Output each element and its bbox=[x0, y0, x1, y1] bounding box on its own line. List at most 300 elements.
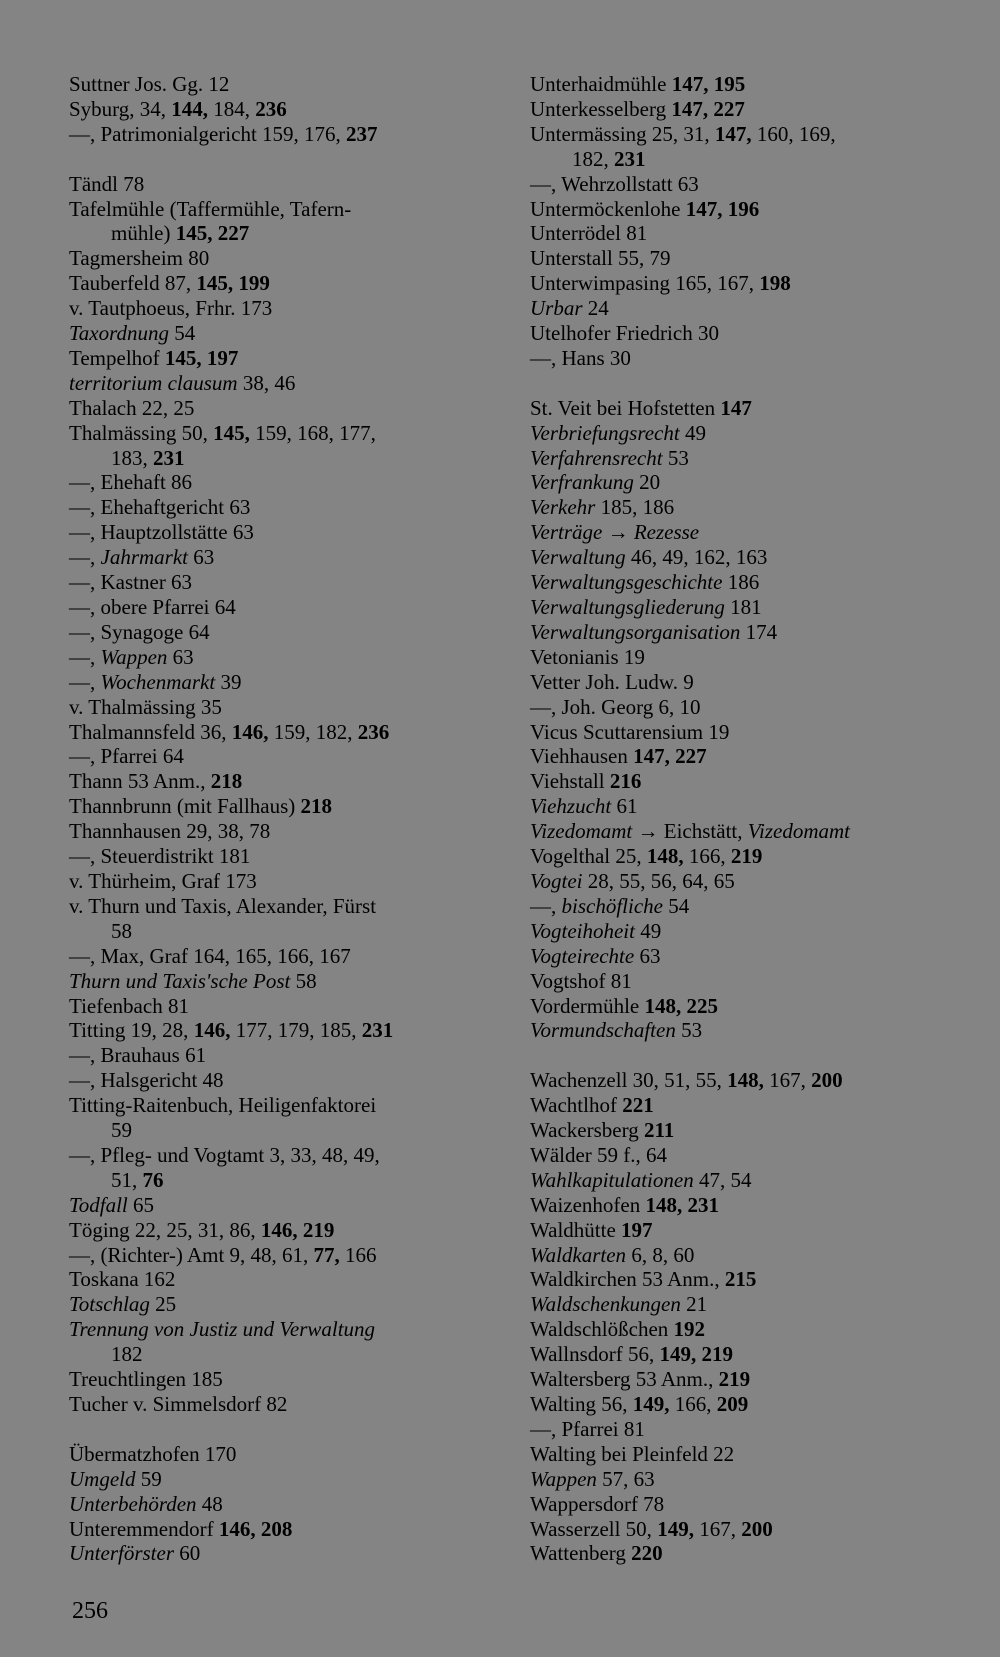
index-entry bbox=[530, 1292, 970, 1317]
entry-text: Unteremmendorf bbox=[69, 1516, 219, 1541]
entry-text: Thalmannsfeld 36, bbox=[69, 719, 232, 744]
entry-text: v. Tautphoeus, Frhr. 173 bbox=[69, 296, 273, 321]
index-entry bbox=[530, 1193, 970, 1218]
index-entry bbox=[530, 720, 970, 745]
index-entry bbox=[69, 1541, 499, 1566]
bold-page-ref: 145, 227 bbox=[175, 221, 250, 246]
index-entry bbox=[69, 869, 499, 894]
index-entry bbox=[69, 371, 499, 396]
index-entry bbox=[530, 1517, 970, 1542]
index-entry-line bbox=[530, 197, 759, 221]
index-entry bbox=[69, 620, 499, 645]
index-entry bbox=[530, 1342, 970, 1367]
index-entry-line bbox=[530, 919, 661, 943]
index-entry-line bbox=[69, 1218, 334, 1242]
index-entry bbox=[530, 221, 970, 246]
index-entry-line bbox=[530, 769, 641, 793]
index-entry-line bbox=[69, 994, 189, 1018]
index-entry bbox=[69, 346, 499, 371]
entry-text: Tauberfeld 87, bbox=[69, 271, 197, 296]
index-entry bbox=[530, 1143, 970, 1168]
entry-text: Tiefenbach 81 bbox=[69, 993, 189, 1018]
bold-page-ref: 216 bbox=[609, 769, 642, 794]
index-entry bbox=[69, 396, 499, 421]
bold-page-ref: 231 bbox=[361, 1018, 394, 1043]
entry-text: 181 bbox=[724, 595, 762, 620]
index-entry bbox=[530, 520, 970, 545]
entry-text: Waldkirchen 53 Anm., bbox=[530, 1267, 725, 1292]
index-entry bbox=[69, 1018, 499, 1043]
bold-page-ref: 149, bbox=[632, 1392, 670, 1416]
index-entry-line bbox=[530, 321, 719, 345]
entry-text: v. Thurn und Taxis, Alexander, Fürst bbox=[69, 893, 377, 918]
index-entry bbox=[69, 645, 499, 670]
entry-text: Syburg, 34, bbox=[69, 96, 172, 121]
entry-text: Wälder 59 f., 64 bbox=[530, 1142, 668, 1167]
italic-term: Vogteihoheit bbox=[530, 918, 635, 943]
bold-page-ref: 221 bbox=[622, 1093, 654, 1118]
index-entry-line bbox=[69, 969, 317, 993]
index-entry bbox=[69, 1218, 499, 1243]
bold-page-ref: 146, bbox=[193, 1018, 231, 1043]
index-entry-line bbox=[530, 819, 850, 843]
index-entry bbox=[530, 1093, 970, 1118]
index-entry-continuation bbox=[530, 147, 970, 172]
entry-text: Wallnsdorf 56, bbox=[530, 1342, 660, 1367]
index-entry bbox=[530, 545, 970, 570]
index-entry bbox=[530, 994, 970, 1019]
index-entry-continuation bbox=[69, 1168, 499, 1193]
index-entry-line bbox=[530, 695, 701, 719]
entry-text: Waizenhofen bbox=[530, 1192, 646, 1217]
index-entry-line bbox=[530, 1118, 674, 1142]
index-entry bbox=[530, 296, 970, 321]
bold-page-ref: 146, 219 bbox=[260, 1217, 335, 1242]
entry-text: 54 bbox=[662, 893, 690, 918]
index-entry-line bbox=[69, 720, 389, 744]
entry-text: Wasserzell 50, bbox=[530, 1516, 658, 1541]
index-entry bbox=[530, 271, 970, 296]
bold-page-ref: 200 bbox=[741, 1516, 773, 1541]
entry-text: Unterkesselberg bbox=[530, 96, 672, 121]
index-entry bbox=[530, 695, 970, 720]
entry-text: 48 bbox=[196, 1491, 223, 1516]
entry-text: Untermässing 25, 31, bbox=[530, 121, 715, 146]
entry-text: Thalach 22, 25 bbox=[69, 395, 195, 420]
index-entry-line bbox=[530, 1193, 719, 1217]
index-entry-line bbox=[530, 794, 638, 818]
italic-term: Verfrankung bbox=[530, 470, 634, 495]
entry-text: Vogelthal 25, bbox=[530, 844, 647, 869]
entry-text: Unterhaidmühle bbox=[530, 72, 672, 96]
index-entry-line bbox=[530, 495, 674, 519]
index-entry bbox=[530, 869, 970, 894]
bold-page-ref: 77, bbox=[313, 1242, 340, 1267]
bold-page-ref: 148, bbox=[646, 844, 684, 869]
entry-text: Untermöckenlohe bbox=[530, 196, 686, 221]
index-entry-line bbox=[530, 744, 707, 768]
entry-text: Tändl 78 bbox=[69, 171, 145, 196]
index-entry-line bbox=[69, 1267, 175, 1291]
entry-text: Toskana 162 bbox=[69, 1267, 176, 1292]
index-entry bbox=[69, 321, 499, 346]
entry-text: 20 bbox=[633, 470, 661, 495]
index-entry-line bbox=[69, 844, 250, 868]
index-entry-line bbox=[69, 396, 194, 420]
bold-page-ref: 218 bbox=[300, 794, 333, 819]
entry-text: Utelhofer Friedrich 30 bbox=[530, 321, 719, 346]
entry-text: 39 bbox=[215, 669, 242, 694]
index-entry bbox=[530, 246, 970, 271]
bold-page-ref: 231 bbox=[153, 445, 185, 470]
italic-term: Verkehr bbox=[530, 495, 596, 520]
index-entry-line bbox=[530, 944, 660, 968]
index-entry-line bbox=[69, 570, 192, 594]
entry-text: 185, 186 bbox=[595, 495, 675, 520]
entry-text: 6, 8, 60 bbox=[626, 1242, 695, 1267]
italic-term: Wappen bbox=[530, 1466, 597, 1491]
index-entry-line bbox=[530, 1018, 702, 1042]
index-entry bbox=[69, 769, 499, 794]
index-entry bbox=[530, 1492, 970, 1517]
index-entry bbox=[530, 744, 970, 769]
italic-term: Todfall bbox=[69, 1192, 128, 1217]
index-entry bbox=[69, 1068, 499, 1093]
index-entry bbox=[530, 470, 970, 495]
index-entry bbox=[69, 1317, 499, 1367]
entry-text: 53 bbox=[662, 445, 689, 470]
index-entry bbox=[69, 1193, 499, 1218]
entry-text: 63 bbox=[634, 943, 661, 968]
index-entry bbox=[530, 346, 970, 371]
bold-page-ref: 147 bbox=[720, 395, 752, 420]
index-entry bbox=[530, 172, 970, 197]
bold-page-ref: 148, 225 bbox=[644, 993, 719, 1018]
entry-text: Thalmässing 50, bbox=[69, 420, 214, 445]
index-entry-line bbox=[530, 994, 718, 1018]
index-entry-line bbox=[69, 545, 214, 569]
index-entry bbox=[530, 1367, 970, 1392]
index-entry-line bbox=[69, 1292, 176, 1316]
index-entry-line bbox=[69, 695, 222, 719]
bold-page-ref: 236 bbox=[255, 96, 287, 121]
entry-text: St. Veit bei Hofstetten bbox=[530, 395, 721, 420]
italic-term: Viehzucht bbox=[530, 794, 612, 819]
index-entry-line bbox=[530, 1243, 694, 1267]
bold-page-ref: 149, 219 bbox=[659, 1342, 734, 1367]
entry-text: —, Hans 30 bbox=[530, 345, 631, 370]
index-entry bbox=[69, 296, 499, 321]
index-entry-line bbox=[530, 346, 631, 370]
index-entry-line bbox=[69, 894, 376, 918]
bold-page-ref: 197 bbox=[621, 1217, 653, 1242]
bold-page-ref: 76 bbox=[142, 1167, 164, 1192]
index-entry-continuation bbox=[69, 446, 499, 471]
index-entry-line bbox=[69, 421, 376, 445]
index-entry-line bbox=[69, 122, 378, 146]
entry-text: 166, bbox=[669, 1392, 717, 1416]
index-entry-line bbox=[69, 520, 254, 544]
italic-term: Wochenmarkt bbox=[100, 669, 216, 694]
index-entry bbox=[530, 1068, 970, 1093]
entry-text: v. Thalmässing 35 bbox=[69, 694, 222, 719]
index-entry-line bbox=[69, 769, 242, 793]
index-entry-line bbox=[69, 1193, 154, 1217]
index-entry bbox=[69, 1267, 499, 1292]
index-entry bbox=[69, 969, 499, 994]
index-entry-line bbox=[69, 1143, 380, 1167]
entry-text: Vetter Joh. Ludw. 9 bbox=[530, 669, 694, 694]
bold-page-ref: 146, bbox=[231, 719, 269, 744]
index-entry bbox=[69, 794, 499, 819]
index-entry-line bbox=[69, 1541, 200, 1565]
entry-text: Waldhütte bbox=[530, 1217, 622, 1242]
index-entry bbox=[530, 1243, 970, 1268]
bold-page-ref: 147, 196 bbox=[685, 196, 760, 221]
index-entry bbox=[530, 421, 970, 446]
index-entry-line bbox=[530, 545, 767, 569]
index-entry-line bbox=[69, 944, 351, 968]
entry-text: Thannhausen 29, 38, 78 bbox=[69, 819, 271, 844]
italic-term: Vogtei bbox=[530, 868, 583, 893]
index-entry-continuation bbox=[69, 221, 499, 246]
index-entry bbox=[530, 1317, 970, 1342]
italic-term: Waldschenkungen bbox=[530, 1292, 681, 1317]
italic-term: Verwaltung bbox=[530, 545, 626, 570]
index-entry-line bbox=[530, 1292, 707, 1316]
italic-term: Unterförster bbox=[69, 1541, 174, 1566]
entry-text: Vetonianis 19 bbox=[530, 644, 645, 669]
index-entry-line bbox=[69, 595, 236, 619]
entry-text: —, bbox=[69, 669, 101, 694]
index-entry-line bbox=[530, 296, 609, 320]
index-entry-line bbox=[530, 1541, 663, 1565]
index-entry-line bbox=[530, 969, 632, 993]
italic-term: Unterbehörden bbox=[69, 1491, 197, 1516]
index-entry-line bbox=[69, 620, 210, 644]
index-entry-line bbox=[530, 1068, 843, 1092]
index-entry-line bbox=[69, 1367, 223, 1391]
italic-term: Urbar bbox=[530, 296, 583, 321]
index-entry bbox=[530, 620, 970, 645]
index-entry bbox=[69, 819, 499, 844]
index-entry bbox=[69, 1517, 499, 1542]
index-entry-line bbox=[530, 670, 694, 694]
entry-text: 49 bbox=[679, 420, 706, 445]
index-entry bbox=[530, 72, 970, 97]
index-entry bbox=[530, 919, 970, 944]
index-entry bbox=[69, 172, 499, 197]
index-entry bbox=[69, 720, 499, 745]
index-entry-line bbox=[69, 819, 270, 843]
entry-text: v. Thürheim, Graf 173 bbox=[69, 868, 257, 893]
entry-text: 184, bbox=[208, 96, 256, 121]
index-entry bbox=[530, 1018, 970, 1043]
index-entry-line bbox=[69, 321, 195, 345]
index-entry-line bbox=[530, 570, 759, 594]
index-entry-line bbox=[69, 346, 238, 370]
entry-text: 160, 169, bbox=[751, 121, 836, 146]
entry-text: —, (Richter-) Amt 9, 48, 61, bbox=[69, 1242, 314, 1267]
entry-text: Vicus Scuttarensium 19 bbox=[530, 719, 730, 744]
entry-text: 167, bbox=[763, 1068, 812, 1093]
entry-text: 46, 49, 162, 163 bbox=[625, 545, 768, 570]
index-entry bbox=[530, 944, 970, 969]
italic-term: Wappen bbox=[100, 644, 168, 669]
index-entry-line bbox=[69, 1018, 393, 1042]
index-entry bbox=[69, 695, 499, 720]
index-column-right bbox=[530, 72, 970, 1566]
italic-term: Verwaltungsgliederung bbox=[530, 595, 725, 620]
index-entry bbox=[530, 645, 970, 670]
index-entry-line bbox=[69, 1068, 224, 1092]
entry-text: 60 bbox=[174, 1541, 201, 1566]
entry-text: Walting bei Pleinfeld 22 bbox=[530, 1441, 735, 1466]
entry-text: Unterwimpasing 165, 167, bbox=[530, 271, 760, 296]
italic-term: Verträge → Rezesse bbox=[530, 520, 700, 545]
index-entry bbox=[530, 894, 970, 919]
bold-page-ref: 200 bbox=[811, 1068, 843, 1093]
entry-text: —, obere Pfarrei 64 bbox=[69, 595, 236, 620]
index-entry bbox=[530, 570, 970, 595]
entry-text: Wappersdorf 78 bbox=[530, 1491, 665, 1516]
italic-term: Thurn und Taxis'sche Post bbox=[69, 968, 291, 993]
index-entry-line bbox=[69, 72, 229, 96]
index-entry bbox=[530, 1442, 970, 1467]
bold-page-ref: 147, 227 bbox=[633, 744, 707, 769]
entry-text: 166, bbox=[683, 844, 731, 869]
bold-page-ref: 237 bbox=[346, 121, 378, 146]
entry-text: Thannbrunn (mit Fallhaus) bbox=[69, 794, 301, 819]
index-entry bbox=[69, 421, 499, 471]
italic-term: Waldkarten bbox=[530, 1242, 627, 1267]
italic-term: Verfahrensrecht bbox=[530, 445, 663, 470]
index-entry bbox=[69, 72, 499, 97]
entry-text: —, Ehehaftgericht 63 bbox=[69, 495, 251, 520]
entry-text: 49 bbox=[634, 918, 662, 943]
entry-text: Thann 53 Anm., bbox=[69, 769, 211, 794]
entry-text: Treuchtlingen 185 bbox=[69, 1367, 223, 1392]
entry-text: 182, bbox=[572, 146, 614, 171]
entry-text: —, bbox=[530, 893, 562, 918]
index-entry bbox=[69, 246, 499, 271]
entry-text: 177, 179, 185, bbox=[230, 1018, 362, 1043]
index-entry-line bbox=[530, 446, 689, 470]
index-entry bbox=[69, 1392, 499, 1417]
index-entry-line bbox=[530, 246, 671, 270]
index-entry-line bbox=[69, 495, 250, 519]
entry-text: 186 bbox=[722, 570, 760, 595]
index-entry bbox=[69, 744, 499, 769]
italic-term: Vormundschaften bbox=[530, 1018, 676, 1043]
entry-text: —, Hauptzollstätte 63 bbox=[69, 520, 254, 545]
index-entry-line bbox=[69, 645, 194, 669]
bold-page-ref: 148, bbox=[727, 1068, 764, 1093]
index-entry bbox=[69, 470, 499, 495]
index-entry bbox=[530, 197, 970, 222]
index-entry-line bbox=[69, 744, 184, 768]
index-entry-line bbox=[530, 1093, 654, 1117]
index-entry bbox=[530, 1267, 970, 1292]
index-entry-line bbox=[69, 172, 144, 196]
bold-page-ref: 146, 208 bbox=[218, 1516, 293, 1541]
entry-text: Tucher v. Simmelsdorf 82 bbox=[69, 1392, 288, 1417]
entry-text: —, Pfleg- und Vogtamt 3, 33, 48, 49, bbox=[69, 1142, 380, 1167]
index-entry bbox=[530, 321, 970, 346]
entry-text: 61 bbox=[611, 794, 638, 819]
entry-text: —, Patrimonialgericht 159, 176, bbox=[69, 121, 347, 146]
entry-text: 24 bbox=[582, 296, 609, 321]
index-entry-line bbox=[530, 1342, 733, 1366]
bold-page-ref: 145, bbox=[213, 420, 250, 445]
entry-text: —, Ehehaft 86 bbox=[69, 470, 193, 495]
entry-text: 51, bbox=[111, 1167, 143, 1192]
index-entry-line bbox=[530, 396, 752, 420]
index-entry-line bbox=[69, 1442, 236, 1466]
entry-text: 174 bbox=[740, 619, 778, 644]
index-entry bbox=[530, 495, 970, 520]
bold-page-ref: 219 bbox=[730, 844, 763, 869]
bold-page-ref: 147, 227 bbox=[671, 96, 745, 121]
italic-term: bischöfliche bbox=[561, 893, 663, 918]
index-entry bbox=[69, 197, 499, 247]
index-entry bbox=[530, 1118, 970, 1143]
bold-page-ref: 218 bbox=[210, 769, 243, 794]
index-entry bbox=[530, 1218, 970, 1243]
index-entry bbox=[530, 97, 970, 122]
index-entry-line bbox=[530, 645, 645, 669]
index-entry-line bbox=[69, 1093, 376, 1117]
bold-page-ref: 147, bbox=[714, 121, 752, 146]
index-entry-line bbox=[530, 1168, 751, 1192]
index-entry bbox=[530, 819, 970, 844]
entry-text: Übermatzhofen 170 bbox=[69, 1441, 237, 1466]
bold-page-ref: 215 bbox=[724, 1267, 757, 1292]
entry-text: 54 bbox=[168, 321, 196, 346]
index-entry-line bbox=[530, 221, 647, 245]
italic-term: Umgeld bbox=[69, 1466, 136, 1491]
index-entry bbox=[69, 520, 499, 545]
bold-page-ref: 231 bbox=[614, 146, 646, 171]
index-entry bbox=[530, 396, 970, 421]
section-gap bbox=[69, 1417, 499, 1442]
index-entry bbox=[69, 1243, 499, 1268]
italic-term: Jahrmarkt bbox=[100, 545, 188, 570]
bold-page-ref: 144, bbox=[171, 96, 209, 121]
entry-text: Wackersberg bbox=[530, 1118, 644, 1143]
index-entry-line bbox=[69, 97, 287, 121]
index-entry bbox=[69, 994, 499, 1019]
index-entry bbox=[69, 844, 499, 869]
index-entry bbox=[69, 545, 499, 570]
index-entry-line bbox=[530, 720, 729, 744]
entry-text: Unterrödel 81 bbox=[530, 221, 648, 246]
entry-text: 38, 46 bbox=[237, 370, 296, 395]
index-entry-line bbox=[530, 1267, 756, 1291]
index-entry-line bbox=[530, 1392, 748, 1416]
entry-text: —, Synagoge 64 bbox=[69, 619, 210, 644]
italic-term: Taxordnung bbox=[69, 321, 169, 346]
index-entry-line bbox=[530, 620, 777, 644]
bold-page-ref: 192 bbox=[673, 1317, 706, 1342]
index-entry-line bbox=[69, 197, 351, 221]
entry-text: Unterstall 55, 79 bbox=[530, 246, 671, 271]
entry-text: —, bbox=[69, 644, 101, 669]
index-entry bbox=[69, 1292, 499, 1317]
index-entry-line bbox=[530, 1442, 734, 1466]
section-gap bbox=[69, 147, 499, 172]
entry-text: Töging 22, 25, 31, 86, bbox=[69, 1217, 261, 1242]
